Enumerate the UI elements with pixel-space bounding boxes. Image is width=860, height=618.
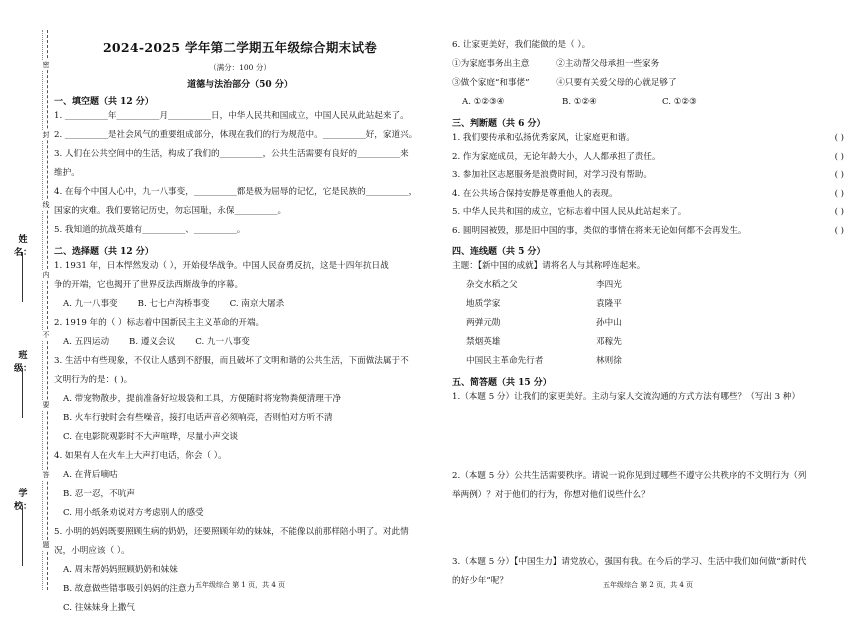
seal-char: 题 [40,540,52,550]
fill-question: 国家的灾难。我们要铭记历史，勿忘国耻，永保__________。 [54,206,287,216]
option: B. 故意做些错事吸引妈妈的注意力 [63,584,196,594]
page-footer: 五年级综合 第 1 页，共 4 页 [194,581,286,589]
choice-question-2: 2. 1919 年的（ ）标志着中国新民主主义革命的开端。 [54,318,265,328]
option: B. 遵义会议 [129,337,176,347]
fill-question: 1. __________年__________月__________日，中华人民共和国成立，中国人民从此站起来了。 [54,111,409,121]
judge-text: 3. 参加社区志愿服务是浪费时间，对学习没有帮助。 [452,170,652,180]
item: ②主动帮父母承担一些家务 [556,59,660,69]
choice-question-1: 争的开端，它也揭开了世界反法西斯战争的序幕。 [54,280,244,290]
option: B. ①②④ [562,97,597,107]
option: C. ①②③ [662,97,697,107]
binding-dotted-line [42,30,43,590]
match-left[interactable]: 禁烟英雄 [466,337,501,347]
answer-parens[interactable]: ( ) [834,170,844,180]
match-row [452,295,844,314]
option: A. 五四运动 [63,337,110,347]
match-row [452,352,844,371]
fill-question: 5. 我知道的抗战英雄有__________、__________。 [54,225,246,235]
match-left[interactable]: 两弹元勋 [466,318,501,328]
option: C. 南京大屠杀 [229,299,285,309]
name-label: 姓名： [13,235,32,258]
seal-char: 密 [40,60,52,70]
choice-options-1 [54,295,426,314]
short-answer-2: 举两例）？对于他们的行为，你想对他们说些什么？ [452,490,650,500]
exam-page-1 [54,0,426,613]
choice-options-2 [54,333,426,352]
answer-parens[interactable]: ( ) [834,207,844,217]
judge-item [452,129,844,148]
match-row [452,333,844,352]
section-judge-heading: 三、判断题（共 6 分） [452,119,546,129]
item: ③做个家庭“和事佬” [452,78,530,88]
section-subtitle: 道德与法治部分（50 分） [187,80,293,90]
section-fill-heading: 一、填空题（共 12 分） [54,97,154,107]
judge-item [452,203,844,222]
answer-parens[interactable]: ( ) [834,188,844,199]
page-footer: 五年级综合 第 2 页，共 4 页 [602,581,694,589]
fill-question: 4. 在每个中国人心中，九一八事变，__________都是极为屈辱的记忆，它是民族的__________， [54,187,418,197]
option: B. 七七卢沟桥事变 [137,299,210,309]
seal-char: 答 [40,470,52,480]
judge-item [452,222,844,241]
full-score: （满分：100 分） [209,63,271,72]
choice-question-1: 1. 1931 年，日本悍然发动（ ），开始侵华战争。中国人民奋勇反抗，这是十四年抗日战 [54,261,389,271]
judge-text: 4. 在公共场合保持安静是尊重他人的表现。 [452,188,618,199]
option: B. 火车行驶时会有些噪音，接打电话声音必须响亮，否则怕对方听不清 [63,413,333,423]
option: B. 忍一忍，不吭声 [63,489,135,499]
seal-char: 线 [40,200,52,210]
match-row [452,276,844,295]
choice-options-6 [452,93,844,112]
school-label: 学校： [13,489,32,512]
section-match-heading: 四、连线题（共 5 分） [452,247,546,257]
judge-text: 2. 作为家庭成员，无论年龄大小，人人都承担了责任。 [452,151,661,162]
match-right[interactable]: 林则徐 [596,356,622,366]
choice-items-6 [452,74,844,93]
option: C. 在电影院观影时不大声喧哗，尽量小声交谈 [63,432,239,442]
judge-item [452,166,844,185]
answer-parens[interactable]: ( ) [834,225,844,236]
class-label: 班级： [13,351,32,374]
judge-item [452,185,844,204]
choice-question-3: 文明行为的是：( )。 [54,375,133,385]
match-right[interactable]: 袁隆平 [596,299,622,309]
class-blank[interactable] [22,368,23,418]
fill-question: 2. __________是社会风气的重要组成部分，体现在我们的行为规范中。__________好，家道兴。 [54,130,418,140]
choice-question-6: 6. 让家更美好，我们能做的是（ ）。 [452,40,591,50]
option: A. ①②③④ [462,97,505,107]
match-right[interactable]: 李四光 [596,280,622,290]
choice-question-5: 5. 小明的妈妈既要照顾生病的奶奶，还要照顾年幼的妹妹，不能像以前那样陪小明了。对此情 [54,527,409,537]
judge-item [452,148,844,167]
binding-dashed-line [47,30,48,590]
short-answer-2: 2.（本题 5 分）公共生活需要秩序。请说一说你见到过哪些不遵守公共秩序的不文明行为（列 [452,471,807,481]
item: ④只要有关爱父母的心就足够了 [556,78,677,88]
match-left[interactable]: 杂交水稻之父 [466,280,518,290]
match-right[interactable]: 孙中山 [596,318,622,328]
binding-margin [0,0,52,608]
fill-question: 3. 人们在公共空间中的生活，构成了我们的__________，公共生活需要有良好的__________来 [54,149,409,159]
answer-parens[interactable]: ( ) [834,133,844,143]
option: A. 周末帮妈妈照顾奶奶和妹妹 [63,565,178,575]
option: C. 用小纸条劝说对方考虑别人的感受 [63,508,204,518]
match-theme: 主题：【新中国的成就】请将名人与其称呼连起来。 [452,261,646,271]
option: C. 九一八事变 [195,337,250,347]
short-answer-1: 1.（本题 5 分）让我们的家更美好。主动与家人交流沟通的方式方法有哪些？（写出 3 种） [452,392,801,402]
seal-char: 封 [40,130,52,140]
name-blank[interactable] [22,252,23,302]
option: A. 在背后嘀咕 [63,470,118,480]
short-answer-3: 的好少年”呢？ [452,576,508,586]
seal-char: 不 [40,330,52,340]
seal-char: 内 [40,270,52,280]
choice-question-4: 4. 如果有人在火车上大声打电话，你会（ ）。 [54,451,227,461]
choice-question-5: 况，小明应该（ ）。 [54,546,130,556]
option: A. 九一八事变 [63,299,118,309]
option: A. 带宠物散步，提前准备好垃圾袋和工具，方便随时将宠物粪便清理干净 [63,394,342,404]
section-short-answer-heading: 五、简答题（共 15 分） [452,378,552,388]
item: ①为家庭事务出主意 [452,59,530,69]
seal-char: 要 [40,400,52,410]
choice-question-3: 3. 生活中有些现象，不仅让人感到不舒服，而且破坏了文明和谐的公共生活，下面做法属于不 [54,356,409,366]
exam-page-2 [452,0,844,608]
fill-question: 维护。 [54,168,80,178]
school-blank[interactable] [22,506,23,566]
match-left[interactable]: 中国民主革命先行者 [466,356,544,366]
match-left[interactable]: 地质学家 [466,299,501,309]
match-right[interactable]: 邓稼先 [596,337,622,347]
short-answer-3: 3.（本题 5 分）【中国生力】请党放心，强国有我。在今后的学习、生活中我们如何做“新时代 [452,557,807,567]
judge-text: 6. 圆明园被毁，那是旧中国的事，类似的事情在将来无论如何都不会再发生。 [452,225,747,236]
section-choice-heading: 二、选择题（共 12 分） [54,247,154,257]
option: C. 往妹妹身上撒气 [63,603,135,613]
choice-items-6 [452,55,844,74]
exam-title: 2024-2025 学年第二学期五年级综合期末试卷 [102,40,378,55]
match-row [452,314,844,333]
answer-parens[interactable]: ( ) [834,151,844,162]
judge-text: 1. 我们要传承和弘扬优秀家风，让家庭更和谐。 [452,133,635,143]
judge-text: 5. 中华人民共和国的成立，它标志着中国人民从此站起来了。 [452,207,687,217]
